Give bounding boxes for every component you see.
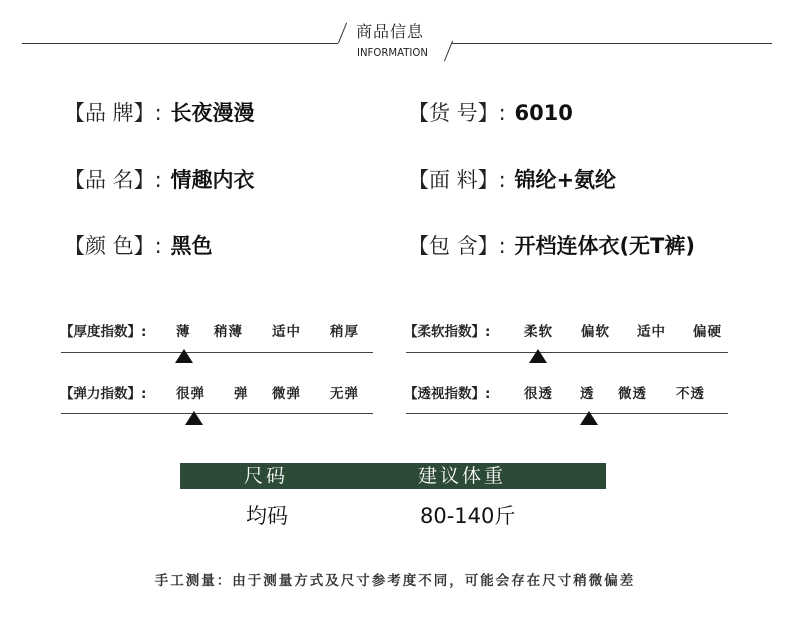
- info-color-label: 【颜 色】:: [64, 234, 162, 258]
- thickness-option-1: 薄: [176, 324, 191, 340]
- transparency-option-4: 不透: [676, 386, 705, 402]
- softness-marker: [529, 349, 547, 363]
- info-item-no-value: 6010: [514, 101, 573, 125]
- info-name: [64, 164, 254, 194]
- info-includes: [408, 230, 695, 260]
- info-item-no: [408, 97, 573, 127]
- section-subtitle: INFORMATION: [357, 46, 428, 59]
- info-name-value: 情趣内衣: [170, 168, 255, 192]
- softness-option-1: 柔软: [524, 324, 553, 340]
- size-cell-size: 均码: [246, 504, 288, 528]
- info-fabric: [408, 164, 616, 194]
- elasticity-index-label: 【弹力指数】:: [60, 386, 147, 402]
- elasticity-option-3: 微弹: [272, 386, 301, 402]
- thickness-option-4: 稍厚: [330, 324, 359, 340]
- softness-index-label: 【柔软指数】:: [404, 324, 491, 340]
- measurement-note: 手工测量：由于测量方式及尺寸参考度不同，可能会存在尺寸稍微偏差: [154, 573, 636, 589]
- info-item-no-label: 【货 号】:: [408, 101, 506, 125]
- transparency-scale-line: [406, 413, 728, 414]
- softness-scale-line: [406, 352, 728, 353]
- header-line-left: [22, 43, 338, 44]
- thickness-option-2: 稍薄: [214, 324, 243, 340]
- softness-option-4: 偏硬: [693, 324, 722, 340]
- info-color: [64, 230, 212, 260]
- size-cell-weight: 80-140斤: [420, 504, 516, 528]
- transparency-index-label: 【透视指数】:: [404, 386, 491, 402]
- elasticity-option-4: 无弹: [330, 386, 359, 402]
- info-fabric-label: 【面 料】:: [408, 168, 506, 192]
- elasticity-marker: [185, 411, 203, 425]
- thickness-scale-line: [61, 352, 373, 353]
- elasticity-option-1: 很弹: [176, 386, 205, 402]
- thickness-option-3: 适中: [272, 324, 301, 340]
- transparency-option-1: 很透: [524, 386, 553, 402]
- info-name-label: 【品 名】:: [64, 168, 162, 192]
- info-includes-label: 【包 含】:: [408, 234, 506, 258]
- transparency-marker: [580, 411, 598, 425]
- softness-option-2: 偏软: [581, 324, 610, 340]
- transparency-option-3: 微透: [618, 386, 647, 402]
- size-header-weight: 建议体重: [418, 465, 507, 487]
- elasticity-option-2: 弹: [234, 386, 249, 402]
- header-slash-left: [338, 23, 347, 44]
- info-color-value: 黑色: [170, 234, 213, 258]
- softness-option-3: 适中: [637, 324, 666, 340]
- header-line-right: [452, 43, 772, 44]
- info-brand-label: 【品 牌】:: [64, 101, 162, 125]
- thickness-index-label: 【厚度指数】:: [60, 324, 147, 340]
- section-title: 商品信息: [356, 22, 425, 41]
- thickness-marker: [175, 349, 193, 363]
- info-includes-value: 开档连体衣(无T裤): [514, 234, 695, 258]
- elasticity-scale-line: [61, 413, 373, 414]
- info-brand-value: 长夜漫漫: [170, 101, 255, 125]
- info-brand: [64, 97, 254, 127]
- info-fabric-value: 锦纶+氨纶: [514, 168, 617, 192]
- size-header-size: 尺码: [244, 465, 289, 487]
- transparency-option-2: 透: [580, 386, 595, 402]
